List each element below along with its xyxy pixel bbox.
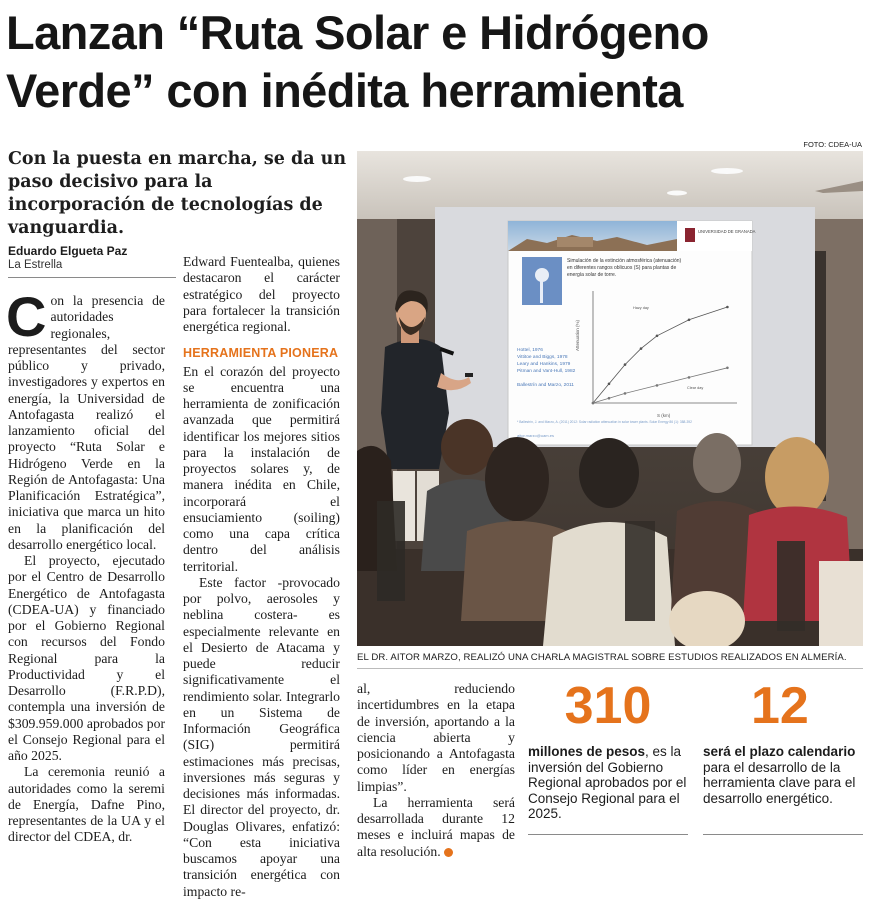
lead-paragraph: Con la puesta en marcha, se da un paso decisivo para la incorporación de tecnologías de vanguardia. (8, 149, 347, 238)
slide-point-hazy-6 (726, 306, 729, 309)
event-photo (357, 151, 863, 646)
slide-ref-5: Ballestrín and Marzo, 2011 (517, 383, 574, 388)
stat-box-1 (528, 677, 688, 822)
byline-rule (8, 277, 176, 278)
stat-rest-1: , es la inversión del Gobierno Regional aprobados por el Consejo Regional para el 2025. (528, 744, 687, 821)
slide-point-clear-4 (688, 376, 691, 379)
slide-point-clear-3 (656, 384, 659, 387)
article-paragraph-2: El proyecto, ejecutado por el Centro de Desarrollo Energético de Antofagasta (CDEA-UA) y financiado por el Gobierno Regional con recursos del Fondo Regional para la Productividad y el Desarrollo (F.R.P.D), contempla una inversión de $309.959.000 aprobados por el Consejo Regional para el año 2025. (8, 553, 165, 763)
end-of-article-icon (444, 848, 453, 857)
byline (8, 244, 188, 272)
caption-rule (357, 668, 863, 669)
stat-rule-1 (528, 834, 688, 835)
slide-logo-text: UNIVERSIDAD DE GRANADA (698, 229, 756, 234)
slide-point-clear-0 (592, 402, 595, 405)
stat-number-1: 310 (564, 677, 652, 735)
article-column-3 (357, 681, 515, 860)
drop-cap: C (6, 285, 47, 348)
headline-line-1: Lanzan “Ruta Solar e Hidrógeno (6, 6, 709, 59)
slide-email: aitor.marzo@uam.es (517, 433, 554, 438)
article-paragraph-7: al, reduciendo incertidumbres en la etapa de inversión, aportando a la ciencia abierta y posicionando a Antofagasta como líder en energías limpias”. (357, 681, 515, 794)
slide-clear-label: Clear day (687, 386, 704, 390)
stat-text-2 (703, 744, 863, 806)
photo-caption: EL DR. AITOR MARZO, REALIZÓ UNA CHARLA MAGISTRAL SOBRE ESTUDIOS REALIZADOS EN ALMERÍA. (357, 652, 847, 663)
slide-chart-xlabel: S (km) (657, 413, 671, 418)
slide-ref-4: Pitman and Vant-Hull, 1982 (517, 369, 576, 374)
slide-point-clear-1 (608, 397, 611, 400)
slide-ref-2: Vittitoe and Biggs, 1978 (517, 355, 568, 360)
paragraph-1-text: on la presencia de autoridades regionales, representantes del sector público y privado, investigadores y expertos en energía, la Universidad de Antofagasta realizó el lanzamiento oficial del proyecto “Ruta Solar e Hidrógeno Verde en la Región de Antofagasta: Una Planificación Estratégica”, iniciativa que marca un hito en la planificación del desarrollo energético local. (8, 293, 165, 552)
paragraph-8-text: La herramienta será desarrollada durante 12 meses e incluirá mapas de alta resolución. (357, 794, 515, 859)
stat-rest-2: para el desarrollo de la herramienta clave para el desarrollo energético. (703, 759, 856, 806)
slide-point-clear-5 (726, 367, 729, 370)
article-paragraph-1 (6, 285, 165, 553)
article-paragraph-6: Este factor -provocado por polvo, aerosoles y neblina costera- es especialmente relevante en el Desierto de Atacama y puede reducir significativamente el rendimiento solar. Integrarlo en un Sistema de Información Geográfica (SIG) permitirá estimaciones más precisas, inversiones más seguras y decisiones más informadas. El director del proyecto, dr. Douglas Olivares, enfatizó: “Con esta iniciativa buscamos apoyar una transición energética con impacto re- (183, 574, 340, 899)
slide-title: Simulación de la extinción atmosférica (atenuación) en diferentes rangos oblicuos (S) para plantas de energía solar de torre. (567, 258, 682, 278)
slide-chart-ylabel: Attenuation (%) (575, 319, 580, 351)
slide-point-hazy-3 (640, 347, 643, 350)
stat-bold-2: será el plazo calendario (703, 744, 856, 759)
author-name: Eduardo Elgueta Paz (8, 244, 128, 258)
event-photo-illustration (357, 151, 863, 646)
article-paragraph-3: La ceremonia reunió a autoridades como la seremi de Energía, Dafne Pino, representantes de la UA y el director del CDEA, dr. (8, 764, 165, 845)
slide-point-clear-2 (624, 392, 627, 395)
slide-point-hazy-2 (624, 363, 627, 366)
headline-line-2: Verde” con inédita herramienta (6, 64, 683, 117)
stat-number-2: 12 (751, 677, 809, 735)
headline (6, 4, 866, 120)
stat-bold-1: millones de pesos (528, 744, 646, 759)
stat-text-1 (528, 744, 688, 822)
section-subhead: HERRAMIENTA PIONERA (183, 346, 339, 361)
stat-rule-2 (703, 834, 863, 835)
article-paragraph-8 (357, 795, 515, 860)
photo-credit: FOTO: CDEA-UA (803, 140, 862, 149)
slide-point-hazy-1 (608, 383, 611, 386)
slide-hazy-label: Hazy day (633, 306, 649, 310)
article-column-1 (6, 285, 165, 846)
article-paragraph-4: Edward Fuentealba, quienes destacaron el carácter estratégico del proyecto para fortalecer la transición energética regional. (183, 254, 340, 334)
slide-footnote: * Ballestrín, J. and Marzo, A. (2011) 2012: Solar radiation attenuation in solar tower plants. Solar Energy 86 (1): 388-392 (517, 420, 692, 424)
article-paragraph-5: En el corazón del proyecto se encuentra una herramienta de zonificación avanzada que permitirá identificar los mejores sitios para la instalación de proyectos solares y, de manera inédita en Chile, incorporará el ensuciamiento (soiling) como una capa crítica dentro del análisis territorial. (183, 363, 340, 574)
slide-point-hazy-5 (688, 319, 691, 322)
slide-ref-1: Hottel, 1976 (517, 348, 543, 353)
outlet-name: La Estrella (8, 259, 63, 271)
stat-box-2 (703, 677, 863, 806)
slide-point-hazy-4 (656, 335, 659, 338)
slide-ref-3: Leary and Hankins, 1979 (517, 362, 571, 367)
article-column-2 (183, 254, 340, 900)
